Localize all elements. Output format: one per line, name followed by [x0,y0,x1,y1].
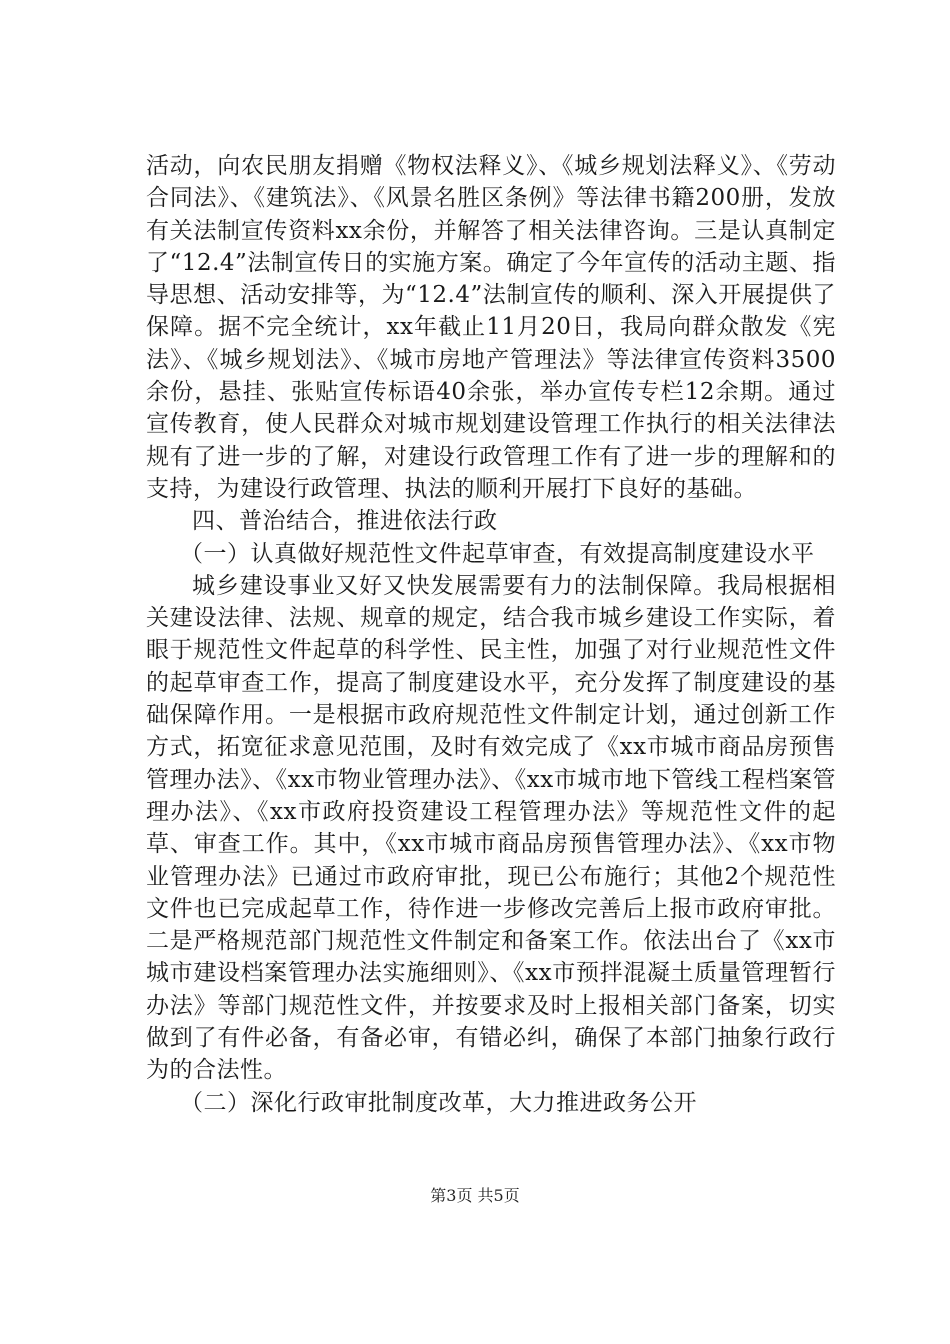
paragraph-continuation: 活动，向农民朋友捐赠《物权法释义》、《城乡规划法释义》、《劳动合同法》、《建筑法》、《风景名胜区条例》等法律书籍200册，发放有关法制宣传资料xx余份，并解答了相关法律咨询。三是认真制定了“12.4”法制宣传日的实施方案。确定了今年宣传的活动主题、指导思想、活动安排等，为“12.4”法制宣传的顺利、深入开展提供了保障。据不完全统计，xx年截止11月20日，我局向群众散发《宪法》、《城乡规划法》、《城市房地产管理法》等法律宣传资料3500余份，悬挂、张贴宣传标语40余张，举办宣传专栏12余期。通过宣传教育，使人民群众对城市规划建设管理工作执行的相关法律法规有了进一步的了解，对建设行政管理工作有了进一步的理解和的支持，为建设行政管理、执法的顺利开展打下良好的基础。 [146,153,836,502]
section-heading-4: 四、普治结合，推进依法行政 [192,508,498,535]
document-body [146,150,836,1119]
page-number-footer: 第3页 共5页 [430,1186,520,1205]
subsection-heading-2: （二）深化行政审批制度改革，大力推进政务公开 [180,1089,697,1116]
subsection-heading-1: （一）认真做好规范性文件起草审查，有效提高制度建设水平 [180,540,815,567]
paragraph-body: 城乡建设事业又好又快发展需要有力的法制保障。我局根据相关建设法律、法规、规章的规定，结合我市城乡建设工作实际，着眼于规范性文件起草的科学性、民主性，加强了对行业规范性文件的起草审查工作，提高了制度建设水平，充分发挥了制度建设的基础保障作用。一是根据市政府规范性文件制定计划，通过创新工作方式，拓宽征求意见范围，及时有效完成了《xx市城市商品房预售管理办法》、《xx市物业管理办法》、《xx市城市地下管线工程档案管理办法》、《xx市政府投资建设工程管理办法》等规范性文件的起草、审查工作。其中，《xx市城市商品房预售管理办法》、《xx市物业管理办法》已通过市政府审批，现已公布施行；其他2个规范性文件也已完成起草工作，待作进一步修改完善后上报市政府审批。二是严格规范部门规范性文件制定和备案工作。依法出台了《xx市城市建设档案管理办法实施细则》、《xx市预拌混凝土质量管理暂行办法》等部门规范性文件，并按要求及时上报相关部门备案，切实做到了有件必备，有备必审，有错必纠，确保了本部门抽象行政行为的合法性。 [146,572,836,1084]
